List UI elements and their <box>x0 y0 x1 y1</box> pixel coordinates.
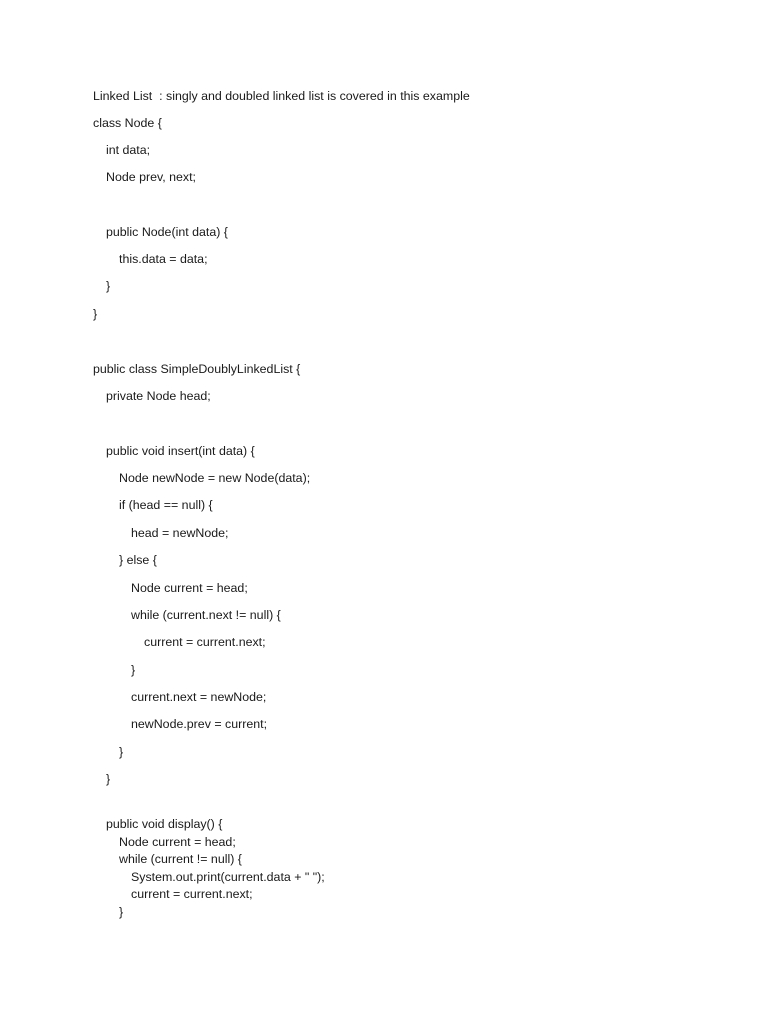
code-line: current.next = newNode; <box>131 690 267 704</box>
code-line: } <box>119 745 124 759</box>
code-line: } else { <box>119 553 157 567</box>
document-heading: Linked List : singly and doubled linked list is covered in this example <box>93 89 470 103</box>
code-line: public void display() { <box>106 817 223 831</box>
code-line: head = newNode; <box>131 526 229 540</box>
code-line: current = current.next; <box>144 635 266 649</box>
code-line: } <box>131 663 136 677</box>
code-line: current = current.next; <box>131 887 253 901</box>
code-line: public class SimpleDoublyLinkedList { <box>93 362 301 376</box>
code-line: this.data = data; <box>119 252 208 266</box>
code-line: while (current.next != null) { <box>131 608 281 622</box>
code-line: public Node(int data) { <box>106 225 228 239</box>
code-line: Node current = head; <box>131 581 248 595</box>
code-line: Node current = head; <box>119 835 236 849</box>
code-line: Node newNode = new Node(data); <box>119 471 311 485</box>
code-line: } <box>119 905 124 919</box>
code-line: } <box>106 772 111 786</box>
code-line: class Node { <box>93 116 162 130</box>
code-line: } <box>93 307 98 321</box>
code-line: while (current != null) { <box>119 852 242 866</box>
code-line: private Node head; <box>106 389 211 403</box>
code-line: Node prev, next; <box>106 170 196 184</box>
code-line: int data; <box>106 143 151 157</box>
code-line: System.out.print(current.data + " "); <box>131 870 325 884</box>
code-line: if (head == null) { <box>119 498 213 512</box>
code-line: } <box>106 279 111 293</box>
code-line: public void insert(int data) { <box>106 444 255 458</box>
code-line: newNode.prev = current; <box>131 717 268 731</box>
